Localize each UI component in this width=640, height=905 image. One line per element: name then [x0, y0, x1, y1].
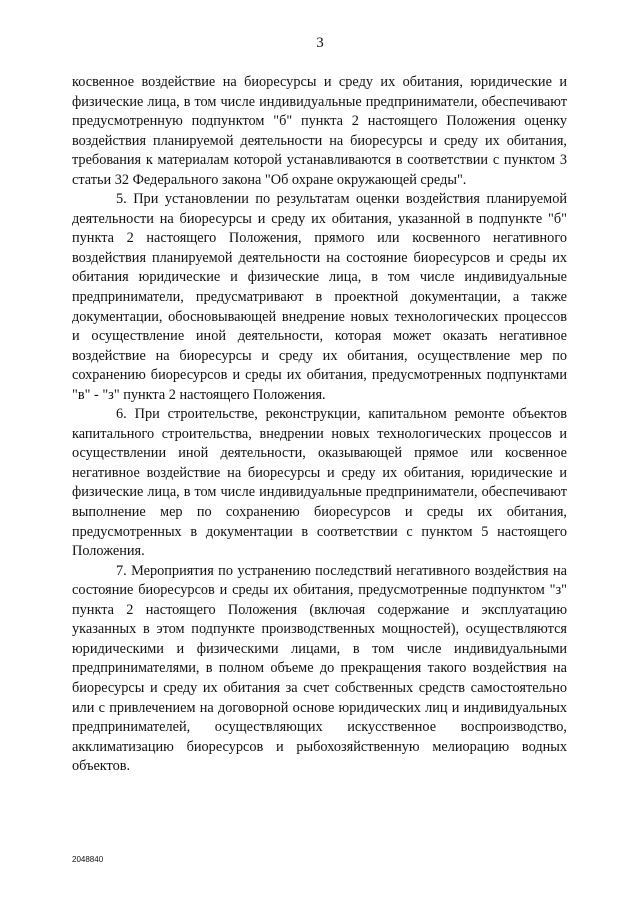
paragraph-continuation: косвенное воздействие на биоресурсы и среду их обитания, юридические и физические лица, в том числе индивидуальные предприниматели, обеспечивают предусмотренную подпунктом "б" пункта 2 настоящего Положения оценку воздействия планируемой деятельности на биоресурсы и среду их обитания, требования к материалам которой устанавливаются в соответствии с пунктом 3 статьи 32 Федерального закона "Об охране окружающей среды".: [72, 74, 567, 188]
document-code: 2048840: [72, 855, 104, 864]
document-body: [72, 73, 567, 777]
paragraph-5: 5. При установлении по результатам оценки воздействия планируемой деятельности на биоресурсы и среду их обитания, указанной в подпункте "б" пункта 2 настоящего Положения, прямого или косвенного негативного воздействия планируемой деятельности на состояние биоресурсов и среды их обитания юридические и физические лица, в том числе индивидуальные предприниматели, предусматривают в проектной документации, а также документации, обосновывающей внедрение новых технологических процессов и осуществление иной деятельности, которая может оказать негативное воздействие на биоресурсы и среду их обитания, осуществление мер по сохранению биоресурсов и среды их обитания, предусмотренных подпунктами "в" - "з" пункта 2 настоящего Положения.: [72, 191, 567, 403]
paragraph-6: 6. При строительстве, реконструкции, капитальном ремонте объектов капитального строительства, внедрении новых технологических процессов и осуществлении иной деятельности, оказывающей прямое или косвенное негативное воздействие на биоресурсы и среду их обитания, юридические и физические лица, в том числе индивидуальные предприниматели, обеспечивают выполнение мер по сохранению биоресурсов и среды их обитания, предусмотренных в документации в соответствии с пунктом 5 настоящего Положения.: [72, 406, 567, 560]
page-number: 3: [316, 35, 324, 51]
paragraph-7: 7. Мероприятия по устранению последствий негативного воздействия на состояние биоресурсов и среды их обитания, предусмотренные подпунктом "з" пункта 2 настоящего Положения (включая содержание и эксплуатацию указанных в этом подпункте производственных мощностей), осуществляются юридическими и физическими лицами, в том числе индивидуальными предпринимателями, в полном объеме до прекращения такого воздействия на биоресурсы и среду их обитания за счет собственных средств самостоятельно или с привлечением на договорной основе юридических лиц и индивидуальных предпринимателей, осуществляющих искусственное воспроизводство, акклиматизацию биоресурсов и рыбохозяйственную мелиорацию водных объектов.: [72, 562, 567, 775]
